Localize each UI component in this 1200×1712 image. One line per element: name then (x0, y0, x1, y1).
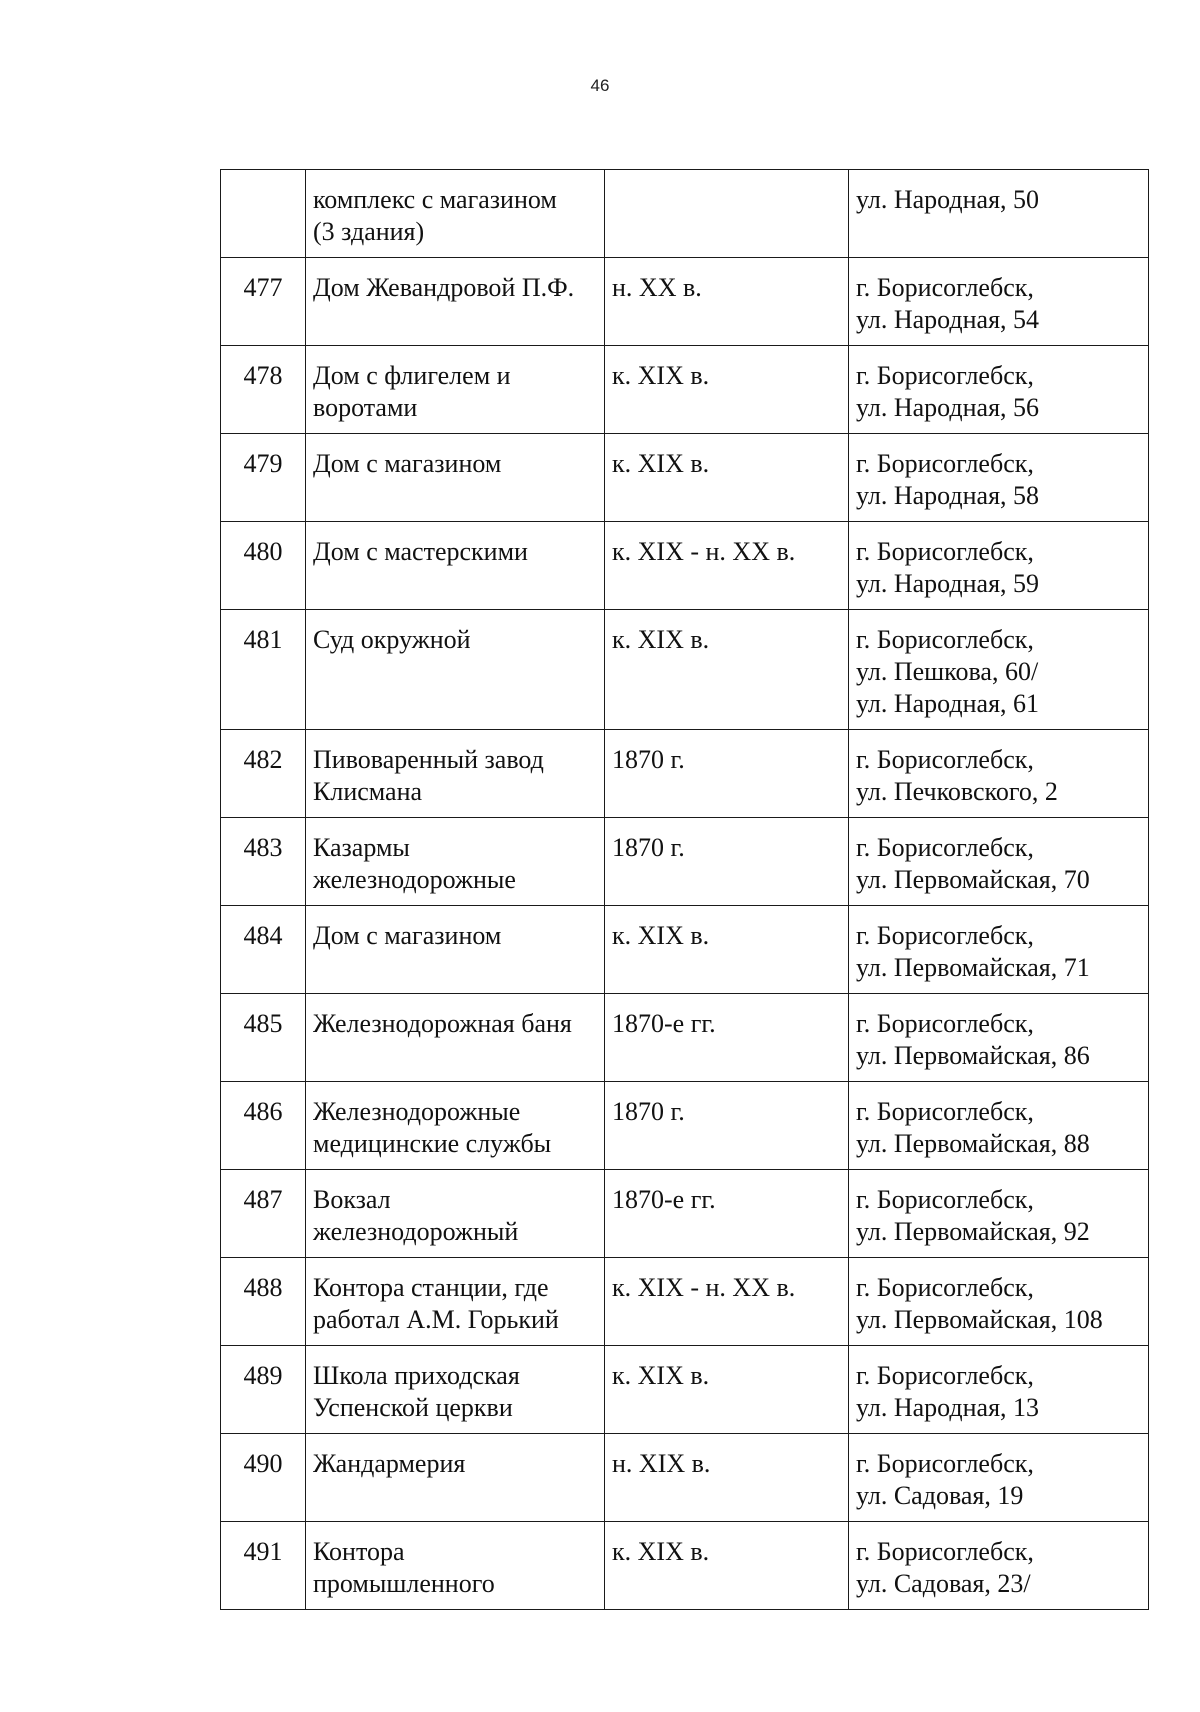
table-row (221, 730, 1149, 818)
object-date-cell (605, 434, 849, 522)
object-address-line: ул. Печковского, 2 (856, 777, 1058, 806)
object-name-line: Школа приходская (313, 1361, 520, 1390)
object-address-line: ул. Садовая, 19 (856, 1481, 1024, 1510)
object-address-cell (849, 1082, 1149, 1170)
object-address-line: ул. Первомайская, 86 (856, 1041, 1090, 1070)
object-name-cell (306, 906, 605, 994)
object-date: н. XIX в. (612, 1449, 711, 1478)
object-address-cell (849, 610, 1149, 730)
object-address-line: ул. Пешкова, 60/ (856, 657, 1039, 686)
object-address-cell (849, 522, 1149, 610)
object-name-line: железнодорожные (313, 865, 516, 894)
object-address-cell (849, 434, 1149, 522)
table-row (221, 1170, 1149, 1258)
object-date-cell (605, 522, 849, 610)
object-number-cell: 479 (221, 434, 306, 522)
object-name-line: железнодорожный (313, 1217, 519, 1246)
object-date: к. XIX - н. XX в. (612, 537, 796, 566)
object-date-cell (605, 730, 849, 818)
table-row (221, 994, 1149, 1082)
object-name-line: Вокзал (313, 1185, 391, 1214)
object-number-cell (221, 170, 306, 258)
object-address-line: ул. Народная, 61 (856, 689, 1040, 718)
object-date: к. XIX в. (612, 625, 710, 654)
table-row (221, 170, 1149, 258)
object-date-cell (605, 258, 849, 346)
object-address-line: г. Борисоглебск, (856, 449, 1034, 478)
object-address-line: ул. Первомайская, 88 (856, 1129, 1090, 1158)
object-address-line: ул. Народная, 54 (856, 305, 1040, 334)
object-address-line: г. Борисоглебск, (856, 273, 1034, 302)
object-address-line: г. Борисоглебск, (856, 625, 1034, 654)
object-date-cell (605, 1434, 849, 1522)
table-row (221, 906, 1149, 994)
object-address-line: ул. Садовая, 23/ (856, 1569, 1031, 1598)
object-number-cell: 487 (221, 1170, 306, 1258)
object-number-cell: 477 (221, 258, 306, 346)
table-row (221, 1082, 1149, 1170)
object-name-cell (306, 1346, 605, 1434)
object-date-cell (605, 1082, 849, 1170)
object-address-line: г. Борисоглебск, (856, 1537, 1034, 1566)
object-address-line: ул. Народная, 13 (856, 1393, 1040, 1422)
heritage-objects-table (220, 169, 1149, 1610)
object-number-cell: 488 (221, 1258, 306, 1346)
object-number-cell: 486 (221, 1082, 306, 1170)
object-date-cell (605, 170, 849, 258)
object-date: к. XIX в. (612, 921, 710, 950)
object-name-line: Дом с флигелем и (313, 361, 511, 390)
object-address-cell (849, 346, 1149, 434)
object-name-line: Успенской церкви (313, 1393, 513, 1422)
object-address-line: ул. Народная, 56 (856, 393, 1040, 422)
object-name-cell (306, 1082, 605, 1170)
object-number-cell: 483 (221, 818, 306, 906)
object-name-line: Жандармерия (313, 1449, 466, 1478)
object-date: к. XIX в. (612, 1537, 710, 1566)
object-name-cell (306, 434, 605, 522)
object-number-cell: 484 (221, 906, 306, 994)
object-name-line: Дом Жевандровой П.Ф. (313, 273, 575, 302)
object-date-cell (605, 346, 849, 434)
object-address-line: г. Борисоглебск, (856, 361, 1034, 390)
object-name-line: Дом с мастерскими (313, 537, 528, 566)
object-address-line: г. Борисоглебск, (856, 1097, 1034, 1126)
object-number-cell: 490 (221, 1434, 306, 1522)
object-date: к. XIX в. (612, 1361, 710, 1390)
object-name-cell (306, 730, 605, 818)
object-number-cell: 482 (221, 730, 306, 818)
object-address-line: ул. Первомайская, 70 (856, 865, 1090, 894)
object-number-cell: 489 (221, 1346, 306, 1434)
object-address-line: ул. Первомайская, 92 (856, 1217, 1090, 1246)
table-row (221, 346, 1149, 434)
table-body (221, 170, 1149, 1610)
object-address-line: г. Борисоглебск, (856, 833, 1034, 862)
table-row (221, 610, 1149, 730)
object-name-line: Дом с магазином (313, 449, 502, 478)
object-name-line: работал А.М. Горький (313, 1305, 559, 1334)
table-row (221, 1346, 1149, 1434)
table-row (221, 1434, 1149, 1522)
object-address-cell (849, 1258, 1149, 1346)
object-date: н. XX в. (612, 273, 702, 302)
object-address-line: г. Борисоглебск, (856, 1009, 1034, 1038)
object-address-line: ул. Народная, 59 (856, 569, 1040, 598)
object-date-cell (605, 994, 849, 1082)
object-date: к. XIX в. (612, 449, 710, 478)
object-name-cell (306, 994, 605, 1082)
table-row (221, 522, 1149, 610)
object-address-cell (849, 170, 1149, 258)
object-address-line: г. Борисоглебск, (856, 1361, 1034, 1390)
object-date-cell (605, 1346, 849, 1434)
object-address-line: ул. Первомайская, 71 (856, 953, 1090, 982)
object-name-cell (306, 610, 605, 730)
object-address-line: г. Борисоглебск, (856, 537, 1034, 566)
object-date-cell (605, 818, 849, 906)
object-name-cell (306, 170, 605, 258)
object-name-line: (3 здания) (313, 217, 425, 246)
object-address-line: г. Борисоглебск, (856, 745, 1034, 774)
object-name-cell (306, 818, 605, 906)
object-name-cell (306, 1170, 605, 1258)
object-date: 1870-е гг. (612, 1009, 716, 1038)
object-name-line: воротами (313, 393, 418, 422)
object-name-line: комплекс с магазином (313, 185, 557, 214)
object-address-cell (849, 730, 1149, 818)
table-row (221, 434, 1149, 522)
object-name-cell (306, 1258, 605, 1346)
object-name-line: медицинские службы (313, 1129, 552, 1158)
object-date-cell (605, 1522, 849, 1610)
object-name-cell (306, 1522, 605, 1610)
object-number-cell: 480 (221, 522, 306, 610)
object-date: к. XIX - н. XX в. (612, 1273, 796, 1302)
page-number: 46 (590, 76, 610, 95)
object-date: к. XIX в. (612, 361, 710, 390)
object-address-line: ул. Первомайская, 108 (856, 1305, 1103, 1334)
object-name-cell (306, 522, 605, 610)
object-date: 1870 г. (612, 1097, 685, 1126)
object-name-line: Пивоваренный завод (313, 745, 544, 774)
object-name-line: Контора станции, где (313, 1273, 549, 1302)
table-row (221, 258, 1149, 346)
object-number-cell: 485 (221, 994, 306, 1082)
object-address-line: г. Борисоглебск, (856, 921, 1034, 950)
object-date: 1870 г. (612, 833, 685, 862)
object-name-line: Железнодорожные (313, 1097, 521, 1126)
object-address-cell (849, 1346, 1149, 1434)
object-address-line: ул. Народная, 58 (856, 481, 1040, 510)
object-address-line: ул. Народная, 50 (856, 185, 1040, 214)
object-name-cell (306, 346, 605, 434)
object-address-line: г. Борисоглебск, (856, 1185, 1034, 1214)
object-number-cell: 481 (221, 610, 306, 730)
object-name-cell (306, 1434, 605, 1522)
object-name-line: Казармы (313, 833, 410, 862)
object-number-cell: 491 (221, 1522, 306, 1610)
object-name-cell (306, 258, 605, 346)
object-name-line: Железнодорожная баня (313, 1009, 572, 1038)
object-date-cell (605, 906, 849, 994)
object-date-cell (605, 1170, 849, 1258)
table-row (221, 1258, 1149, 1346)
object-number-cell: 478 (221, 346, 306, 434)
table-row (221, 1522, 1149, 1610)
object-address-cell (849, 1522, 1149, 1610)
object-address-cell (849, 1434, 1149, 1522)
object-date-cell (605, 1258, 849, 1346)
object-address-cell (849, 818, 1149, 906)
object-name-line: промышленного (313, 1569, 495, 1598)
object-address-line: г. Борисоглебск, (856, 1449, 1034, 1478)
object-address-cell (849, 258, 1149, 346)
table-row (221, 818, 1149, 906)
object-name-line: Клисмана (313, 777, 423, 806)
object-date-cell (605, 610, 849, 730)
object-date: 1870-е гг. (612, 1185, 716, 1214)
object-name-line: Суд окружной (313, 625, 471, 654)
object-address-cell (849, 906, 1149, 994)
object-date: 1870 г. (612, 745, 685, 774)
object-address-cell (849, 1170, 1149, 1258)
object-name-line: Дом с магазином (313, 921, 502, 950)
object-address-line: г. Борисоглебск, (856, 1273, 1034, 1302)
object-address-cell (849, 994, 1149, 1082)
object-name-line: Контора (313, 1537, 405, 1566)
